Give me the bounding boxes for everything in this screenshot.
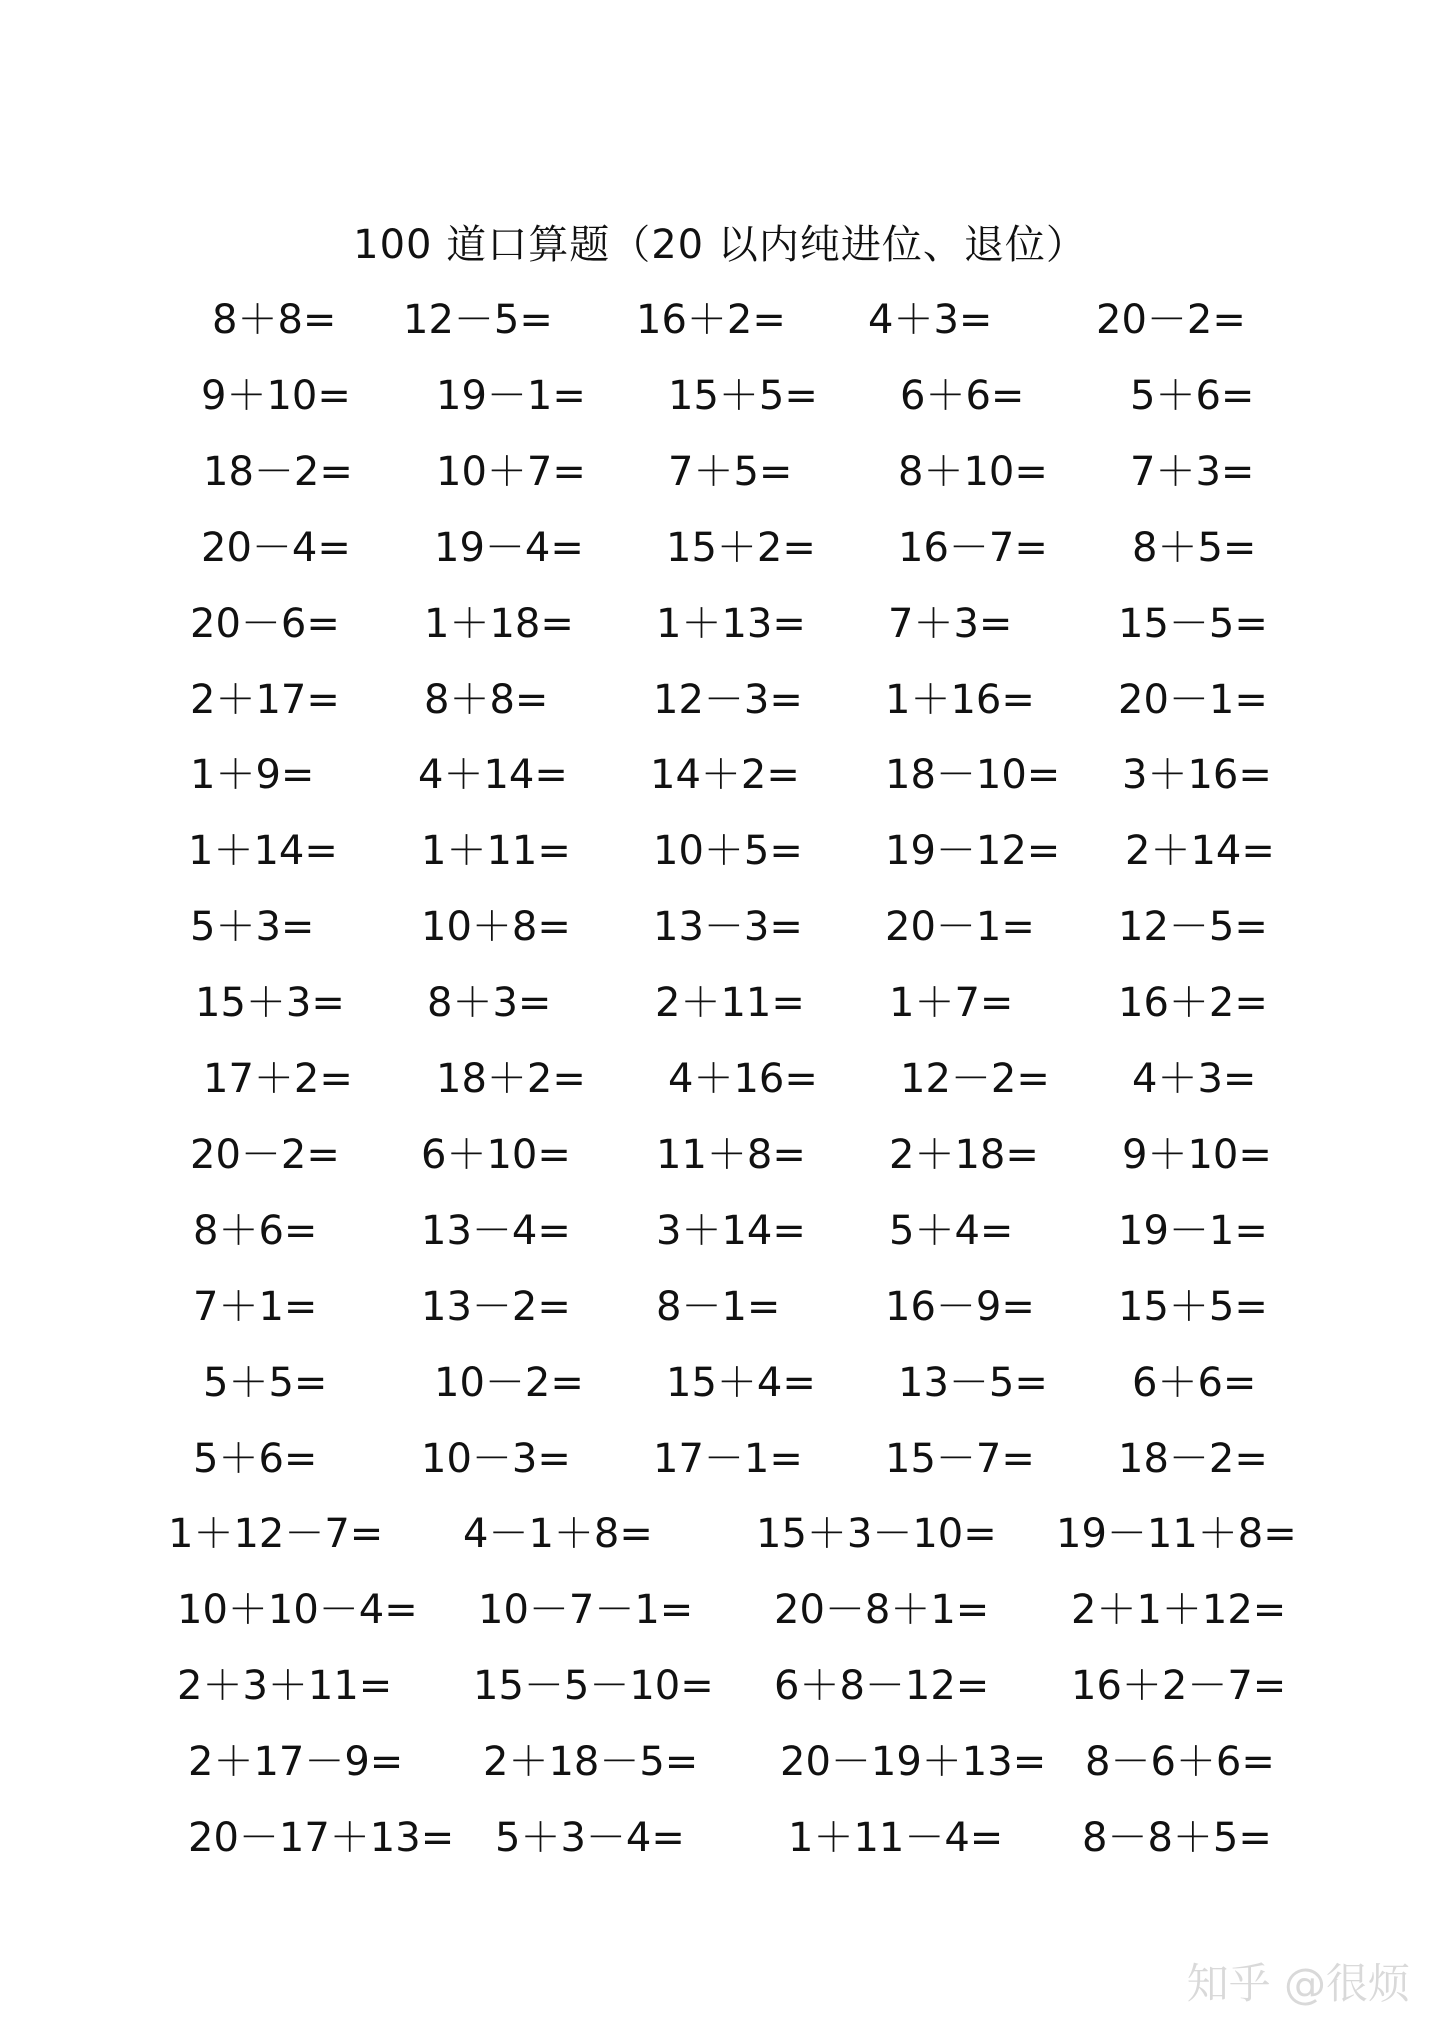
arithmetic-problem: 20－8＋1= <box>774 1587 990 1634</box>
arithmetic-problem: 5＋3－4= <box>495 1815 685 1861</box>
arithmetic-problem: 19－11＋8= <box>1056 1511 1297 1558</box>
arithmetic-problem: 4＋3= <box>868 297 993 343</box>
arithmetic-problem: 6＋8－12= <box>774 1663 990 1710</box>
watermark: 知乎 @很烦 <box>1186 1959 1410 2008</box>
arithmetic-problem: 14＋2= <box>650 752 800 799</box>
arithmetic-problem: 12－5= <box>1118 904 1268 951</box>
arithmetic-problem: 4＋16= <box>668 1056 818 1102</box>
arithmetic-problem: 19－1= <box>1118 1207 1268 1254</box>
arithmetic-problem: 6＋6= <box>1132 1359 1257 1406</box>
arithmetic-problem: 1＋18= <box>424 600 574 647</box>
arithmetic-problem: 5＋6= <box>193 1435 318 1482</box>
arithmetic-problem: 4－1＋8= <box>463 1511 653 1558</box>
problem-row <box>0 1504 1440 1564</box>
arithmetic-problem: 20－1= <box>1118 676 1268 723</box>
problem-row <box>0 670 1440 730</box>
arithmetic-problem: 20－19＋13= <box>780 1739 1047 1786</box>
problem-row <box>0 745 1440 805</box>
problem-row <box>0 518 1440 578</box>
arithmetic-problem: 18－2= <box>203 448 353 495</box>
arithmetic-problem: 19－4= <box>434 524 584 571</box>
arithmetic-problem: 5＋5= <box>203 1359 328 1406</box>
arithmetic-problem: 8＋8= <box>212 297 337 343</box>
arithmetic-problem: 20－4= <box>201 524 351 571</box>
problem-row <box>0 1353 1440 1413</box>
arithmetic-problem: 6＋10= <box>421 1131 571 1178</box>
arithmetic-problem: 15＋5= <box>668 372 818 419</box>
problem-row <box>0 1429 1440 1489</box>
arithmetic-problem: 15－5－10= <box>473 1663 714 1710</box>
problem-row <box>0 897 1440 957</box>
problem-row <box>0 1732 1440 1792</box>
arithmetic-problem: 10＋8= <box>421 904 571 951</box>
arithmetic-problem: 2＋3＋11= <box>177 1663 393 1710</box>
arithmetic-problem: 8＋5= <box>1132 524 1257 571</box>
arithmetic-problem: 18＋2= <box>436 1056 586 1102</box>
arithmetic-problem: 15＋4= <box>666 1359 816 1406</box>
arithmetic-problem: 13－4= <box>421 1207 571 1254</box>
arithmetic-problem: 20－1= <box>885 904 1035 951</box>
arithmetic-problem: 10－7－1= <box>478 1587 694 1634</box>
arithmetic-problem: 1＋16= <box>885 676 1035 723</box>
problem-row <box>0 1049 1440 1109</box>
arithmetic-problem: 20－2= <box>190 1131 340 1178</box>
arithmetic-problem: 3＋14= <box>656 1207 806 1254</box>
arithmetic-problem: 8－8＋5= <box>1082 1815 1272 1861</box>
arithmetic-problem: 16＋2－7= <box>1071 1663 1287 1710</box>
arithmetic-problem: 5＋3= <box>190 904 315 951</box>
problem-row <box>0 973 1440 1033</box>
problem-row <box>0 366 1440 426</box>
arithmetic-problem: 4＋14= <box>418 752 568 799</box>
arithmetic-problem: 7＋5= <box>668 448 793 495</box>
arithmetic-problem: 11＋8= <box>656 1131 806 1178</box>
arithmetic-problem: 13－5= <box>898 1359 1048 1406</box>
arithmetic-problem: 1＋13= <box>656 600 806 647</box>
arithmetic-problem: 16－7= <box>898 524 1048 571</box>
arithmetic-problem: 16－9= <box>885 1283 1035 1330</box>
problem-row <box>0 442 1440 502</box>
arithmetic-problem: 2＋17－9= <box>188 1739 404 1786</box>
arithmetic-problem: 16＋2= <box>636 297 786 343</box>
arithmetic-problem: 4＋3= <box>1132 1056 1257 1102</box>
problem-row <box>0 1125 1440 1185</box>
arithmetic-problem: 12－3= <box>653 676 803 723</box>
problem-row <box>0 1580 1440 1640</box>
arithmetic-problem: 15＋3－10= <box>756 1511 997 1558</box>
arithmetic-problem: 2＋11= <box>655 980 805 1027</box>
arithmetic-problem: 8＋6= <box>193 1207 318 1254</box>
arithmetic-problem: 9＋10= <box>201 372 351 419</box>
arithmetic-problem: 1＋11－4= <box>788 1815 1004 1861</box>
arithmetic-problem: 13－2= <box>421 1283 571 1330</box>
arithmetic-problem: 2＋17= <box>190 676 340 723</box>
arithmetic-problem: 6＋6= <box>900 372 1025 419</box>
arithmetic-problem: 10＋5= <box>653 828 803 875</box>
arithmetic-problem: 15＋5= <box>1118 1283 1268 1330</box>
arithmetic-problem: 1＋11= <box>421 828 571 875</box>
arithmetic-problem: 7＋1= <box>193 1283 318 1330</box>
problem-row <box>0 1656 1440 1716</box>
arithmetic-problem: 3＋16= <box>1122 752 1272 799</box>
arithmetic-problem: 10－3= <box>421 1435 571 1482</box>
arithmetic-problem: 18－10= <box>885 752 1061 799</box>
problem-row <box>0 290 1440 350</box>
arithmetic-problem: 2＋18－5= <box>483 1739 699 1786</box>
arithmetic-problem: 10＋10－4= <box>177 1587 418 1634</box>
arithmetic-problem: 8＋8= <box>424 676 549 723</box>
arithmetic-problem: 10＋7= <box>436 448 586 495</box>
arithmetic-problem: 15＋2= <box>666 524 816 571</box>
arithmetic-problem: 20－2= <box>1096 297 1246 343</box>
problem-row <box>0 821 1440 881</box>
problem-row <box>0 594 1440 654</box>
arithmetic-problem: 2＋14= <box>1125 828 1275 875</box>
arithmetic-problem: 12－5= <box>403 297 553 343</box>
arithmetic-problem: 20－17＋13= <box>188 1815 455 1861</box>
arithmetic-problem: 7＋3= <box>888 600 1013 647</box>
page-title: 100 道口算题（20 以内纯进位、退位） <box>353 222 1087 268</box>
arithmetic-problem: 10－2= <box>434 1359 584 1406</box>
arithmetic-problem: 18－2= <box>1118 1435 1268 1482</box>
arithmetic-problem: 8－6＋6= <box>1085 1739 1275 1786</box>
arithmetic-problem: 5＋4= <box>889 1207 1014 1254</box>
arithmetic-problem: 17＋2= <box>203 1056 353 1102</box>
arithmetic-problem: 5＋6= <box>1130 372 1255 419</box>
arithmetic-problem: 8＋10= <box>898 448 1048 495</box>
arithmetic-problem: 19－1= <box>436 372 586 419</box>
arithmetic-problem: 1＋12－7= <box>168 1511 384 1558</box>
arithmetic-problem: 13－3= <box>653 904 803 951</box>
arithmetic-problem: 15＋3= <box>195 980 345 1027</box>
arithmetic-problem: 8＋3= <box>427 980 552 1027</box>
arithmetic-problem: 1＋7= <box>889 980 1014 1027</box>
arithmetic-problem: 1＋14= <box>188 828 338 875</box>
arithmetic-problem: 12－2= <box>900 1056 1050 1102</box>
arithmetic-problem: 9＋10= <box>1122 1131 1272 1178</box>
problem-row <box>0 1277 1440 1337</box>
problem-row <box>0 1201 1440 1261</box>
arithmetic-problem: 20－6= <box>190 600 340 647</box>
arithmetic-problem: 19－12= <box>885 828 1061 875</box>
arithmetic-problem: 1＋9= <box>190 752 315 799</box>
arithmetic-problem: 17－1= <box>653 1435 803 1482</box>
arithmetic-problem: 15－7= <box>885 1435 1035 1482</box>
arithmetic-problem: 15－5= <box>1118 600 1268 647</box>
arithmetic-problem: 2＋18= <box>889 1131 1039 1178</box>
problem-row <box>0 1808 1440 1868</box>
arithmetic-problem: 2＋1＋12= <box>1071 1587 1287 1634</box>
arithmetic-problem: 8－1= <box>656 1283 781 1330</box>
arithmetic-problem: 7＋3= <box>1130 448 1255 495</box>
arithmetic-problem: 16＋2= <box>1118 980 1268 1027</box>
